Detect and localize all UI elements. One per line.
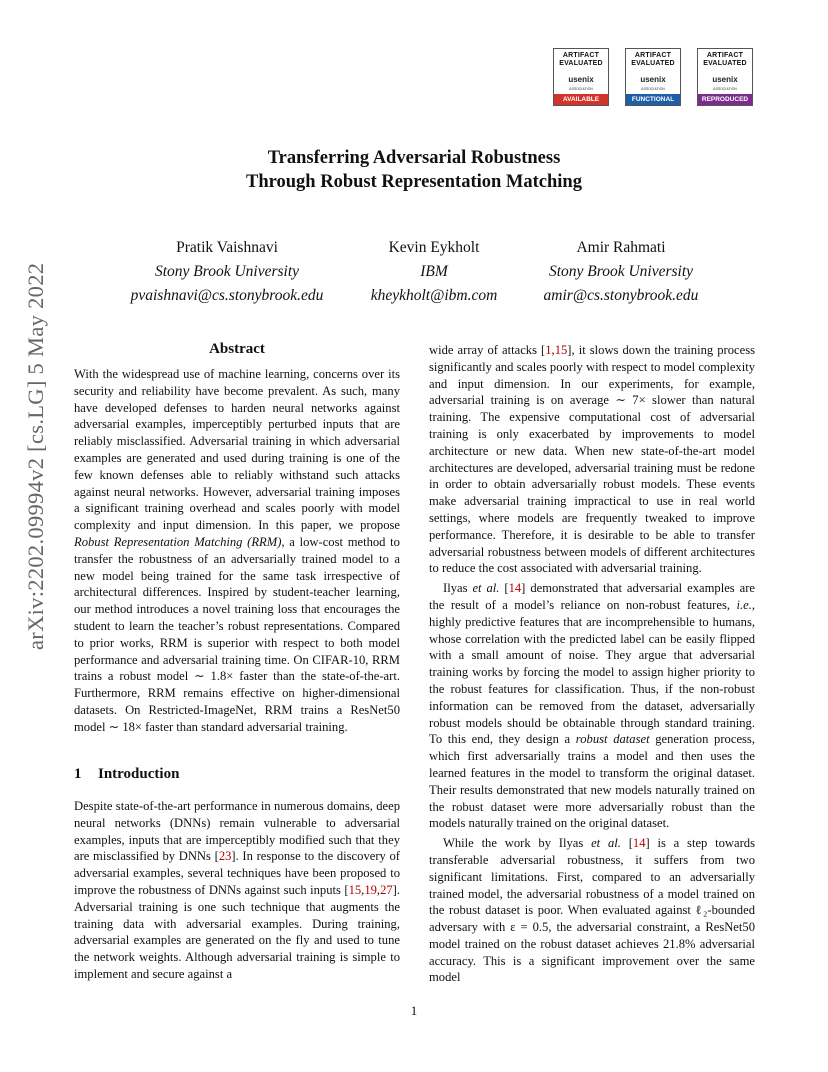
badge-status: REPRODUCED [698,94,752,105]
body-paragraph: Ilyas et al. [14] demonstrated that adversarial examples are the result of a model’s reliance on non-robust features, i.e., highly predictive features that are incomprehensible to humans, whose correlation with the predicted label can be easily flipped with a small amount of noise. They argue that adversarial training works by forcing the model to assign higher priority to the robust features for classification. Thus, if the non-robust information can be removed from the dataset, adversarially robust models should be obtainable through standard training. To this end, they design a robust dataset generation process, which first adversarially trains a model and then uses the learned features in the model to transform the original dataset. Their results demonstrated that new models naturally trained on the robust dataset were more adversarially robust than the models naturally trained on the original dataset. [429,581,756,831]
author-affiliation: Stony Brook University [154,263,300,280]
usenix-logo-icon: usenix ASSOCIATION [640,75,666,91]
author-block [526,236,716,308]
title-line-1: Transferring Adversarial Robustness [267,148,561,168]
author-block [120,236,334,308]
paper-title [0,146,828,194]
citation-link[interactable]: 14 [508,581,522,596]
arxiv-identifier: arXiv:2202.09994v2 [cs.LG] 5 May 2022 [23,262,48,650]
usenix-logo-icon: usenix ASSOCIATION [712,75,738,91]
body-paragraph: While the work by Ilyas et al. [14] is a step towards transferable adversarial robustness, it suffers from two significant limitations. First, compared to an adversarially trained model, the adversarial robustness of a model trained on the robust dataset is poor. When evaluated against ℓ₂-bounded adversary with ε = 0.5, the adversarial constraint, a ResNet50 model trained on the robust dataset achieves 21.8% adversarial accuracy. This is a significant improvement over the same model [429,836,756,985]
citation-link[interactable]: 15 [554,343,568,357]
artifact-badge-available [553,48,609,106]
section-number: 1 [74,766,82,782]
citation-link[interactable]: 23 [218,849,232,864]
author-email: pvaishnavi@cs.stonybrook.edu [130,287,324,304]
title-line-2: Through Robust Representation Matching [246,172,582,192]
abstract-body [74,366,400,736]
section-title: Introduction [98,766,180,782]
author-name: Pratik Vaishnavi [176,239,278,256]
author-name: Kevin Eykholt [388,239,480,256]
page-number: 1 [410,1003,418,1018]
author-name: Amir Rahmati [576,239,666,256]
author-email: amir@cs.stonybrook.edu [543,287,699,304]
citation-link[interactable]: 1 [545,343,552,357]
badge-title: ARTIFACT EVALUATED [703,52,747,67]
body-paragraph: Despite state-of-the-art performance in numerous domains, deep neural networks (DNNs) remain vulnerable to adversarial examples, inputs that are imperceptibly modified such that they are misclassified by DNNs [23]. In response to the discovery of adversarial examples, several techniques have been proposed to improve the robustness of DNNs against such inputs [15,19,27]. Adversarial training is one such technique that augments the training data with adversarial examples. During training, adversarial examples are generated on the fly and used to tune the network weights. Although adversarial training is simple to implement and secure against a [74,799,400,981]
artifact-badge-functional [625,48,681,106]
right-column [429,342,755,986]
badge-title: ARTIFACT EVALUATED [631,52,675,67]
citation-link[interactable]: 27 [380,882,393,897]
section-heading [74,766,179,783]
artifact-badge-reproduced [697,48,753,106]
badge-status: FUNCTIONAL [626,94,680,105]
author-email: kheykholt@ibm.com [370,287,498,304]
author-affiliation: Stony Brook University [548,263,694,280]
author-block [350,236,518,308]
badge-title: ARTIFACT EVALUATED [559,52,603,67]
citation-link[interactable]: 14 [632,836,646,851]
author-affiliation: IBM [420,263,448,280]
intro-left-column [74,798,400,983]
citation-link[interactable]: 19 [364,882,377,897]
body-paragraph: wide array of attacks [1,15], it slows down the training process significantly and scales poorly with respect to model complexity and input dimension. In our experiments, for example, adversarial training is on average ∼ 7× slower than natural training. The expensive computational cost of adversarial training is only exacerbated by improvements to model architecture or new data. When new state-of-the-art model architectures are developed, adversarial training must be redone in order to obtain adversarially robust models. These events make adversarial training impractical to use in real world settings, where models are frequently tweaked to improve performance. Therefore, it is desirable to be able to transfer adversarial robustness between models of different architectures to reduce the cost associated with adversarial training. [429,343,756,576]
citation-link[interactable]: 15 [348,882,362,897]
abstract-paragraph: With the widespread use of machine learning, concerns over its security and reliability have become prevalent. As such, many have developed defenses to harden neural networks against adversarial examples, imperceptibly perturbed inputs that are reliably misclassified. Adversarial training in which adversarial examples are generated and used during training is one of the few known defenses able to reliably withstand such attacks against neural networks. However, adversarial training imposes a significant training overhead and scales poorly with model complexity and input dimension. In this paper, we propose Robust Representation Matching (RRM), a low-cost method to transfer the robustness of an adversarially trained model to a new model being trained for the same task irrespective of architectural differences. Inspired by student-teacher learning, our method introduces a novel training loss that encourages the student to learn the teacher’s robust representations. Compared to prior works, RRM is superior with respect to both model performance and adversarial training time. On CIFAR-10, RRM trains a robust model ∼ 1.8× faster than the state-of-the-art. Furthermore, RRM remains effective on higher-dimensional datasets. On Restricted-ImageNet, RRM trains a ResNet50 model ∼ 18× faster than standard adversarial training. [74,367,400,734]
usenix-logo-icon: usenix ASSOCIATION [568,75,594,91]
abstract-heading: Abstract [209,341,265,357]
badge-status: AVAILABLE [554,94,608,105]
